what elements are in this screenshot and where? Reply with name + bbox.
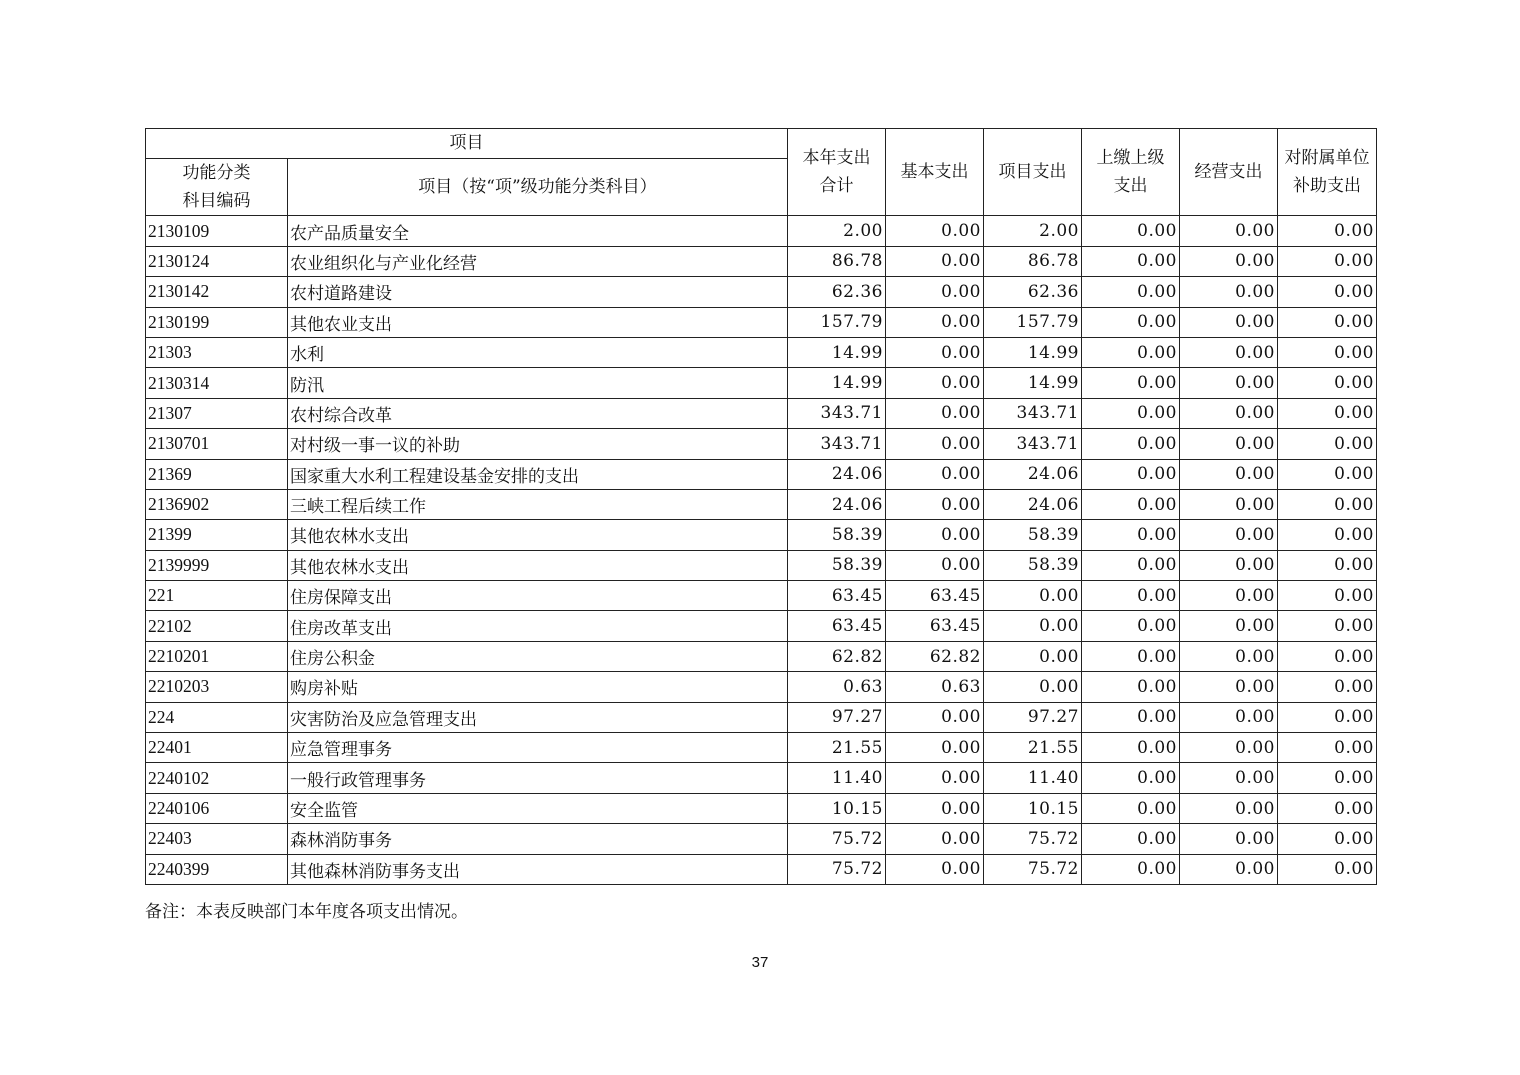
cell-upper: 0.00 bbox=[1082, 489, 1180, 519]
cell-code: 2240399 bbox=[146, 854, 288, 884]
cell-upper: 0.00 bbox=[1082, 550, 1180, 580]
cell-name: 其他农林水支出 bbox=[288, 550, 788, 580]
cell-code: 22401 bbox=[146, 733, 288, 763]
cell-basic: 0.00 bbox=[886, 733, 984, 763]
table-row bbox=[146, 581, 1377, 611]
cell-project: 10.15 bbox=[984, 793, 1082, 823]
cell-code: 2240106 bbox=[146, 793, 288, 823]
cell-code: 2210201 bbox=[146, 641, 288, 671]
cell-basic: 0.00 bbox=[886, 216, 984, 246]
cell-name: 防汛 bbox=[288, 368, 788, 398]
cell-total: 75.72 bbox=[788, 854, 886, 884]
cell-subsidy: 0.00 bbox=[1278, 733, 1377, 763]
cell-subsidy: 0.00 bbox=[1278, 581, 1377, 611]
cell-code: 2130314 bbox=[146, 368, 288, 398]
cell-total: 21.55 bbox=[788, 733, 886, 763]
cell-name: 农业组织化与产业化经营 bbox=[288, 246, 788, 276]
table-row bbox=[146, 672, 1377, 702]
header-upper-line2: 支出 bbox=[1113, 176, 1148, 197]
cell-business: 0.00 bbox=[1180, 581, 1278, 611]
cell-total: 62.36 bbox=[788, 277, 886, 307]
cell-total: 157.79 bbox=[788, 307, 886, 337]
cell-total: 24.06 bbox=[788, 489, 886, 519]
table-row bbox=[146, 520, 1377, 550]
cell-basic: 0.00 bbox=[886, 459, 984, 489]
table-body bbox=[146, 216, 1377, 885]
table-row bbox=[146, 459, 1377, 489]
header-item-group: 项目 bbox=[146, 129, 788, 159]
cell-project: 14.99 bbox=[984, 337, 1082, 367]
cell-subsidy: 0.00 bbox=[1278, 611, 1377, 641]
cell-upper: 0.00 bbox=[1082, 611, 1180, 641]
cell-total: 97.27 bbox=[788, 702, 886, 732]
cell-upper: 0.00 bbox=[1082, 216, 1180, 246]
cell-business: 0.00 bbox=[1180, 489, 1278, 519]
cell-basic: 62.82 bbox=[886, 641, 984, 671]
cell-project: 62.36 bbox=[984, 277, 1082, 307]
cell-name: 对村级一事一议的补助 bbox=[288, 429, 788, 459]
cell-business: 0.00 bbox=[1180, 733, 1278, 763]
cell-basic: 0.00 bbox=[886, 489, 984, 519]
cell-total: 58.39 bbox=[788, 550, 886, 580]
cell-business: 0.00 bbox=[1180, 854, 1278, 884]
header-subsidy-line2: 补助支出 bbox=[1293, 176, 1361, 197]
cell-business: 0.00 bbox=[1180, 763, 1278, 793]
cell-project: 0.00 bbox=[984, 611, 1082, 641]
cell-name: 购房补贴 bbox=[288, 672, 788, 702]
table-row bbox=[146, 611, 1377, 641]
cell-business: 0.00 bbox=[1180, 337, 1278, 367]
cell-business: 0.00 bbox=[1180, 429, 1278, 459]
cell-project: 157.79 bbox=[984, 307, 1082, 337]
cell-project: 58.39 bbox=[984, 550, 1082, 580]
table-row bbox=[146, 277, 1377, 307]
cell-basic: 0.00 bbox=[886, 429, 984, 459]
cell-basic: 0.00 bbox=[886, 337, 984, 367]
cell-code: 2130142 bbox=[146, 277, 288, 307]
cell-name: 其他农业支出 bbox=[288, 307, 788, 337]
cell-total: 343.71 bbox=[788, 398, 886, 428]
cell-basic: 0.00 bbox=[886, 520, 984, 550]
table-row bbox=[146, 216, 1377, 246]
cell-name: 应急管理事务 bbox=[288, 733, 788, 763]
cell-upper: 0.00 bbox=[1082, 459, 1180, 489]
header-upper-line1: 上缴上级 bbox=[1096, 148, 1165, 169]
cell-basic: 63.45 bbox=[886, 611, 984, 641]
cell-total: 58.39 bbox=[788, 520, 886, 550]
cell-upper: 0.00 bbox=[1082, 337, 1180, 367]
cell-upper: 0.00 bbox=[1082, 398, 1180, 428]
cell-total: 343.71 bbox=[788, 429, 886, 459]
table-row bbox=[146, 793, 1377, 823]
table-row bbox=[146, 246, 1377, 276]
cell-subsidy: 0.00 bbox=[1278, 216, 1377, 246]
cell-project: 75.72 bbox=[984, 854, 1082, 884]
cell-project: 0.00 bbox=[984, 672, 1082, 702]
cell-project: 24.06 bbox=[984, 489, 1082, 519]
cell-name: 三峡工程后续工作 bbox=[288, 489, 788, 519]
cell-business: 0.00 bbox=[1180, 824, 1278, 854]
header-subsidy bbox=[1278, 129, 1377, 216]
cell-name: 农村综合改革 bbox=[288, 398, 788, 428]
table-row bbox=[146, 641, 1377, 671]
cell-business: 0.00 bbox=[1180, 216, 1278, 246]
cell-subsidy: 0.00 bbox=[1278, 429, 1377, 459]
header-total-line2: 合计 bbox=[819, 176, 854, 197]
cell-subsidy: 0.00 bbox=[1278, 854, 1377, 884]
cell-upper: 0.00 bbox=[1082, 763, 1180, 793]
cell-subsidy: 0.00 bbox=[1278, 702, 1377, 732]
cell-business: 0.00 bbox=[1180, 398, 1278, 428]
cell-project: 0.00 bbox=[984, 641, 1082, 671]
cell-name: 农村道路建设 bbox=[288, 277, 788, 307]
cell-basic: 0.63 bbox=[886, 672, 984, 702]
cell-upper: 0.00 bbox=[1082, 824, 1180, 854]
cell-name: 森林消防事务 bbox=[288, 824, 788, 854]
cell-subsidy: 0.00 bbox=[1278, 793, 1377, 823]
cell-basic: 0.00 bbox=[886, 763, 984, 793]
cell-code: 2130701 bbox=[146, 429, 288, 459]
cell-name: 水利 bbox=[288, 337, 788, 367]
cell-total: 0.63 bbox=[788, 672, 886, 702]
cell-project: 14.99 bbox=[984, 368, 1082, 398]
cell-total: 75.72 bbox=[788, 824, 886, 854]
expenditure-table bbox=[145, 128, 1377, 885]
table-header bbox=[146, 129, 1377, 216]
cell-project: 24.06 bbox=[984, 459, 1082, 489]
header-name: 项目（按“项”级功能分类科目） bbox=[288, 159, 788, 216]
cell-code: 2130124 bbox=[146, 246, 288, 276]
table-note: 备注：本表反映部门本年度各项支出情况。 bbox=[145, 902, 468, 922]
cell-total: 2.00 bbox=[788, 216, 886, 246]
cell-business: 0.00 bbox=[1180, 702, 1278, 732]
page-number: 37 bbox=[751, 954, 769, 971]
cell-subsidy: 0.00 bbox=[1278, 459, 1377, 489]
cell-upper: 0.00 bbox=[1082, 641, 1180, 671]
cell-name: 其他农林水支出 bbox=[288, 520, 788, 550]
header-total bbox=[788, 129, 886, 216]
cell-total: 14.99 bbox=[788, 368, 886, 398]
cell-name: 住房保障支出 bbox=[288, 581, 788, 611]
cell-upper: 0.00 bbox=[1082, 307, 1180, 337]
cell-code: 2240102 bbox=[146, 763, 288, 793]
cell-business: 0.00 bbox=[1180, 641, 1278, 671]
cell-code: 22403 bbox=[146, 824, 288, 854]
cell-business: 0.00 bbox=[1180, 520, 1278, 550]
cell-total: 62.82 bbox=[788, 641, 886, 671]
cell-project: 343.71 bbox=[984, 429, 1082, 459]
cell-upper: 0.00 bbox=[1082, 520, 1180, 550]
cell-name: 其他森林消防事务支出 bbox=[288, 854, 788, 884]
cell-business: 0.00 bbox=[1180, 459, 1278, 489]
cell-upper: 0.00 bbox=[1082, 368, 1180, 398]
header-business: 经营支出 bbox=[1180, 129, 1278, 216]
cell-basic: 0.00 bbox=[886, 793, 984, 823]
header-upper bbox=[1082, 129, 1180, 216]
header-code bbox=[146, 159, 288, 216]
cell-subsidy: 0.00 bbox=[1278, 672, 1377, 702]
cell-subsidy: 0.00 bbox=[1278, 277, 1377, 307]
cell-project: 86.78 bbox=[984, 246, 1082, 276]
cell-basic: 0.00 bbox=[886, 854, 984, 884]
cell-subsidy: 0.00 bbox=[1278, 489, 1377, 519]
cell-name: 住房改革支出 bbox=[288, 611, 788, 641]
cell-name: 安全监管 bbox=[288, 793, 788, 823]
cell-subsidy: 0.00 bbox=[1278, 307, 1377, 337]
cell-business: 0.00 bbox=[1180, 277, 1278, 307]
cell-total: 10.15 bbox=[788, 793, 886, 823]
cell-code: 21307 bbox=[146, 398, 288, 428]
cell-project: 58.39 bbox=[984, 520, 1082, 550]
cell-basic: 0.00 bbox=[886, 277, 984, 307]
cell-project: 11.40 bbox=[984, 763, 1082, 793]
cell-business: 0.00 bbox=[1180, 368, 1278, 398]
cell-subsidy: 0.00 bbox=[1278, 246, 1377, 276]
table-row bbox=[146, 398, 1377, 428]
table-row bbox=[146, 368, 1377, 398]
cell-subsidy: 0.00 bbox=[1278, 520, 1377, 550]
table-row bbox=[146, 429, 1377, 459]
cell-business: 0.00 bbox=[1180, 611, 1278, 641]
cell-basic: 63.45 bbox=[886, 581, 984, 611]
cell-subsidy: 0.00 bbox=[1278, 550, 1377, 580]
table-row bbox=[146, 489, 1377, 519]
table-row bbox=[146, 824, 1377, 854]
cell-subsidy: 0.00 bbox=[1278, 824, 1377, 854]
cell-total: 86.78 bbox=[788, 246, 886, 276]
cell-name: 农产品质量安全 bbox=[288, 216, 788, 246]
cell-total: 63.45 bbox=[788, 611, 886, 641]
cell-basic: 0.00 bbox=[886, 368, 984, 398]
cell-code: 2130109 bbox=[146, 216, 288, 246]
cell-basic: 0.00 bbox=[886, 702, 984, 732]
header-code-line1: 功能分类 bbox=[182, 163, 251, 184]
cell-total: 11.40 bbox=[788, 763, 886, 793]
cell-project: 0.00 bbox=[984, 581, 1082, 611]
cell-subsidy: 0.00 bbox=[1278, 763, 1377, 793]
cell-basic: 0.00 bbox=[886, 550, 984, 580]
table-row bbox=[146, 763, 1377, 793]
cell-business: 0.00 bbox=[1180, 793, 1278, 823]
cell-basic: 0.00 bbox=[886, 398, 984, 428]
cell-name: 灾害防治及应急管理支出 bbox=[288, 702, 788, 732]
cell-project: 343.71 bbox=[984, 398, 1082, 428]
cell-business: 0.00 bbox=[1180, 550, 1278, 580]
cell-subsidy: 0.00 bbox=[1278, 337, 1377, 367]
table-row bbox=[146, 702, 1377, 732]
cell-code: 221 bbox=[146, 581, 288, 611]
cell-upper: 0.00 bbox=[1082, 277, 1180, 307]
cell-name: 住房公积金 bbox=[288, 641, 788, 671]
cell-subsidy: 0.00 bbox=[1278, 398, 1377, 428]
cell-code: 21303 bbox=[146, 337, 288, 367]
cell-code: 2130199 bbox=[146, 307, 288, 337]
cell-code: 2136902 bbox=[146, 489, 288, 519]
cell-upper: 0.00 bbox=[1082, 672, 1180, 702]
header-project: 项目支出 bbox=[984, 129, 1082, 216]
table-row bbox=[146, 854, 1377, 884]
header-basic: 基本支出 bbox=[886, 129, 984, 216]
cell-business: 0.00 bbox=[1180, 307, 1278, 337]
cell-upper: 0.00 bbox=[1082, 246, 1180, 276]
cell-project: 21.55 bbox=[984, 733, 1082, 763]
cell-upper: 0.00 bbox=[1082, 733, 1180, 763]
cell-code: 2210203 bbox=[146, 672, 288, 702]
table-row bbox=[146, 550, 1377, 580]
cell-business: 0.00 bbox=[1180, 672, 1278, 702]
cell-basic: 0.00 bbox=[886, 307, 984, 337]
cell-code: 21399 bbox=[146, 520, 288, 550]
cell-subsidy: 0.00 bbox=[1278, 641, 1377, 671]
cell-upper: 0.00 bbox=[1082, 854, 1180, 884]
cell-code: 21369 bbox=[146, 459, 288, 489]
cell-subsidy: 0.00 bbox=[1278, 368, 1377, 398]
cell-basic: 0.00 bbox=[886, 824, 984, 854]
cell-code: 22102 bbox=[146, 611, 288, 641]
cell-project: 97.27 bbox=[984, 702, 1082, 732]
cell-total: 14.99 bbox=[788, 337, 886, 367]
cell-upper: 0.00 bbox=[1082, 429, 1180, 459]
cell-total: 63.45 bbox=[788, 581, 886, 611]
table-row bbox=[146, 337, 1377, 367]
cell-total: 24.06 bbox=[788, 459, 886, 489]
cell-name: 一般行政管理事务 bbox=[288, 763, 788, 793]
cell-basic: 0.00 bbox=[886, 246, 984, 276]
header-total-line1: 本年支出 bbox=[802, 148, 871, 169]
cell-code: 2139999 bbox=[146, 550, 288, 580]
cell-upper: 0.00 bbox=[1082, 702, 1180, 732]
cell-upper: 0.00 bbox=[1082, 793, 1180, 823]
header-subsidy-line1: 对附属单位 bbox=[1284, 148, 1370, 169]
cell-code: 224 bbox=[146, 702, 288, 732]
cell-upper: 0.00 bbox=[1082, 581, 1180, 611]
cell-project: 2.00 bbox=[984, 216, 1082, 246]
header-code-line2: 科目编码 bbox=[182, 191, 251, 212]
table-row bbox=[146, 733, 1377, 763]
cell-name: 国家重大水利工程建设基金安排的支出 bbox=[288, 459, 788, 489]
table-row bbox=[146, 307, 1377, 337]
cell-business: 0.00 bbox=[1180, 246, 1278, 276]
cell-project: 75.72 bbox=[984, 824, 1082, 854]
